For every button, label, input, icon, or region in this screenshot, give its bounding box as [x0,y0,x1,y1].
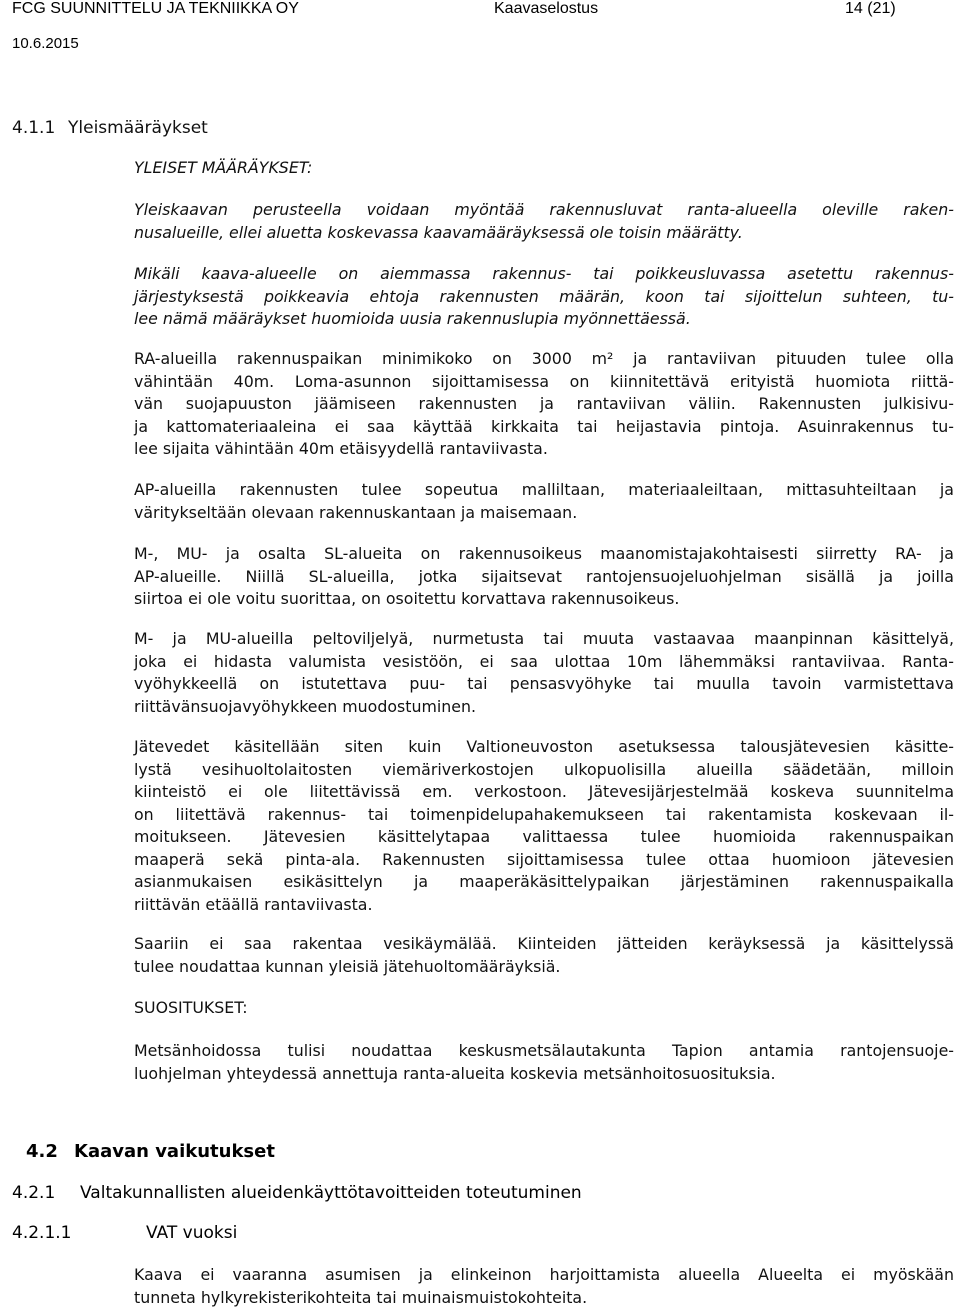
paragraph-line: lystä vesihuoltolaitosten viemäriverkostojen ulkopuolisilla alueilla säädetään, milloin [134,759,954,779]
section-heading-4-2-1-1 [12,1223,237,1243]
paragraph-line: nusalueille, ellei aluetta koskevassa kaavamääräyksessä ole toisin määrätty. [134,222,743,242]
paragraph-line: tunneta hylkyrekisterikohteita tai muinaismuistokohteita. [134,1287,588,1307]
section-number: 4.2 [26,1141,58,1162]
paragraph-line: riittävänsuojavyöhykkeen muodostuminen. [134,696,477,716]
paragraph-line: M-, MU- ja osalta SL-alueita on rakennusoikeus maanomistajakohtaisesti siirretty RA- ja [134,544,954,563]
paragraph-5 [134,543,954,611]
paragraph-line: AP-alueilla rakennusten tulee sopeutua malliltaan, materiaaleiltaan, mittasuhteiltaan ja [134,480,954,499]
section-number: 4.2.1 [12,1183,56,1203]
suositukset-heading [134,997,954,1020]
paragraph-line: Kaava ei vaaranna asumisen ja elinkeinon harjoittamista alueella Alueelta ei myöskään [134,1265,954,1284]
paragraph-line: lee sijaita vähintään 40m etäisyydellä rantaviivasta. [134,439,548,458]
paragraph-7 [134,736,954,916]
paragraph-3 [134,348,954,461]
paragraph-line: M- ja MU-alueilla peltoviljelyä, nurmetusta tai muuta vastaavaa maanpinnan käsittelyä, [134,629,954,648]
paragraph-line: joka ei hidasta valumista vesistöön, ei saa ulottaa 10m lähemmäksi rantaviivaa. Ranta- [134,651,954,671]
paragraph-line: lee nämä määräykset huomioida uusia rakennuslupia myönnettäessä. [134,309,691,328]
paragraph-line: kiinteistö ei ole liitettävissä em. verkostoon. Jätevesijärjestelmää koskeva suunnitelma [134,782,954,801]
section-heading-4-2 [26,1141,275,1162]
paragraph-2 [134,263,954,331]
paragraph-line: tulee noudattaa kunnan yleisiä jätehuoltomääräyksiä. [134,956,561,976]
paragraph-8 [134,933,954,978]
paragraph-line: vähintään 40m. Loma-asunnon sijoittamisessa on kiinnitettävä erityistä huomiota riittä- [134,371,954,391]
section-title: Valtakunnallisten alueidenkäyttötavoitteiden toteutuminen [80,1183,582,1203]
paragraph-line: väritykseltään olevaan rakennuskantaan ja maisemaan. [134,502,578,522]
paragraph-line: vän suojapuuston jäämiseen rakennusten ja rantaviivan väliin. Rakennusten julkisivu- [134,394,954,413]
paragraph-line: siirtoa ei ole voitu suorittaa, on osoitettu korvattava rakennusoikeus. [134,589,680,608]
paragraph-line: luohjelman yhteydessä annettuja ranta-alueita koskevia metsänhoitosuosituksia. [134,1063,776,1083]
paragraph-line: Saariin ei saa rakentaa vesikäymälää. Kiinteiden jätteiden keräyksessä ja käsittelyssä [134,934,954,953]
paragraph-6 [134,628,954,718]
paragraph-line: RA-alueilla rakennuspaikan minimikoko on 3000 m² ja rantaviivan pituuden tulee olla [134,349,954,368]
paragraph-4 [134,479,954,524]
yleiset-heading-text: YLEISET MÄÄRÄYKSET: [134,158,313,177]
yleiset-heading [134,157,954,180]
paragraph-line: Metsänhoidossa tulisi noudattaa keskusmetsälautakunta Tapion antamia rantojensuoje- [134,1041,954,1060]
paragraph-1 [134,199,954,244]
header-date: 10.6.2015 [12,35,79,52]
suositukset-heading-text: SUOSITUKSET: [134,998,248,1017]
paragraph-line: Mikäli kaava-alueelle on aiemmassa rakennus- tai poikkeusluvassa asetettu rakennus- [134,264,954,283]
paragraph-line: Jätevedet käsitellään siten kuin Valtioneuvoston asetuksessa talousjätevesien käsitte- [134,737,954,756]
section-number: 4.1.1 [12,118,56,138]
section-title: Kaavan vaikutukset [74,1141,275,1162]
paragraph-line: vyöhykkeellä on istutettava puu- tai pensasvyöhyke tai muulla tavoin varmistettava [134,674,954,693]
header-document-type: Kaavaselostus [494,0,599,17]
paragraph-line: moitukseen. Jätevesien käsittelytapaa valittaessa tulee huomioida rakennuspaikan [134,827,954,846]
paragraph-line: maaperä sekä pinta-ala. Rakennusten sijoittamisessa tulee ottaa huomioon jätevesien [134,849,954,869]
paragraph-line: AP-alueille. Niillä SL-alueilla, jotka sijaitsevat rantojensuojeluohjelman sisällä ja joilla [134,566,954,586]
section-title: Yleismääräykset [68,118,208,138]
section-title: VAT vuoksi [146,1223,238,1243]
section-heading-4-1-1 [12,118,208,138]
paragraph-line: ja kattomateriaaleina ei saa käyttää kirkkaita tai heijastavia pintoja. Asuinrakennus tu- [134,416,954,436]
paragraph-9 [134,1040,954,1085]
paragraph-line: asianmukaisen esikäsittelyn ja maaperäkäsittelypaikan järjestäminen rakennuspaikalla [134,872,954,891]
header-company: FCG SUUNNITTELU JA TEKNIIKKA OY [12,0,299,17]
paragraph-line: Yleiskaavan perusteella voidaan myöntää rakennusluvat ranta-alueella oleville raken- [134,200,954,219]
paragraph-line: järjestyksestä poikkeavia ehtoja rakennusten määrän, koon tai sijoittelun suhteen, tu- [134,286,954,306]
paragraph-line: riittävän etäällä rantaviivasta. [134,894,373,914]
section-number: 4.2.1.1 [12,1223,72,1243]
section-heading-4-2-1 [12,1183,582,1203]
paragraph-10 [134,1264,954,1309]
header-page-number: 14 (21) [845,0,896,17]
paragraph-line: on liitettävä rakennus- tai toimenpidelupahakemukseen tai rakentamista koskevaan il- [134,804,954,824]
